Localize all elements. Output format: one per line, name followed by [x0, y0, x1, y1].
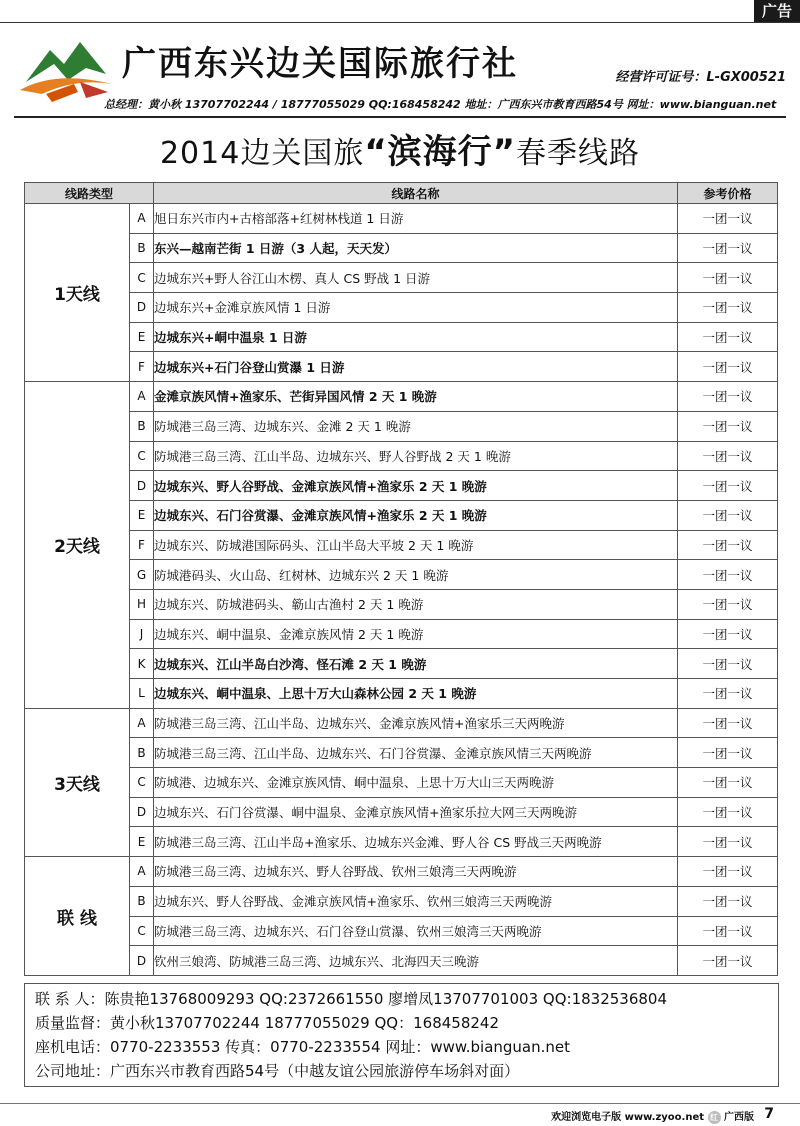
route-name: 边城东兴、峒中温泉、金滩京族风情 2 天 1 晚游 — [154, 619, 678, 649]
route-name: 防城港三岛三湾、边城东兴、金滩 2 天 1 晚游 — [154, 411, 678, 441]
route-name: 防城港、边城东兴、金滩京族风情、峒中温泉、上思十万大山三天两晚游 — [154, 768, 678, 798]
title-highlight: “滨海行” — [364, 132, 517, 172]
route-price: 一团一议 — [678, 738, 778, 768]
route-name: 边城东兴+野人谷江山木楞、真人 CS 野战 1 日游 — [154, 263, 678, 293]
header-route-type: 线路类型 — [25, 183, 154, 204]
routes-table — [24, 182, 778, 976]
page-title — [0, 124, 800, 173]
route-name: 边城东兴+峒中温泉 1 日游 — [154, 322, 678, 352]
route-letter: C — [130, 768, 154, 798]
route-row — [25, 263, 778, 293]
license-number: 经营许可证号：L-GX00521 — [615, 70, 786, 85]
route-name: 边城东兴、江山半岛白沙湾、怪石滩 2 天 1 晚游 — [154, 649, 678, 679]
route-price: 一团一议 — [678, 471, 778, 501]
route-letter: A — [130, 857, 154, 887]
route-price: 一团一议 — [678, 649, 778, 679]
route-row — [25, 204, 778, 234]
manager-contact-line: 总经理：黄小秋 13707702244 / 18777055029 QQ:168458242 地址：广西东兴市教育西路54号 网址：www.bianguan.net — [104, 98, 777, 111]
route-price: 一团一议 — [678, 204, 778, 234]
route-letter: A — [130, 204, 154, 234]
footer-text: 欢迎浏览电子版 www.zyoo.net — [551, 1112, 705, 1123]
top-divider — [0, 22, 800, 23]
route-name: 防城港三岛三湾、边城东兴、野人谷野战、钦州三娘湾三天两晚游 — [154, 857, 678, 887]
route-name: 防城港码头、火山岛、红树林、边城东兴 2 天 1 晚游 — [154, 560, 678, 590]
footer-divider — [0, 1103, 800, 1104]
route-name: 防城港三岛三湾、江山半岛+渔家乐、边城东兴金滩、野人谷 CS 野战三天两晚游 — [154, 827, 678, 857]
footer — [551, 1108, 754, 1124]
route-row — [25, 649, 778, 679]
route-row — [25, 946, 778, 976]
route-row — [25, 797, 778, 827]
route-letter: B — [130, 738, 154, 768]
route-name: 边城东兴、石门谷赏瀑、峒中温泉、金滩京族风情+渔家乐拉大网三天两晚游 — [154, 797, 678, 827]
route-name: 东兴—越南芒街 1 日游（3 人起，天天发） — [154, 233, 678, 263]
route-row — [25, 768, 778, 798]
footer-brand: 广西版 — [724, 1112, 754, 1123]
route-name: 边城东兴+金滩京族风情 1 日游 — [154, 293, 678, 323]
route-price: 一团一议 — [678, 797, 778, 827]
route-price: 一团一议 — [678, 619, 778, 649]
route-row — [25, 619, 778, 649]
route-name: 防城港三岛三湾、江山半岛、边城东兴、金滩京族风情+渔家乐三天两晚游 — [154, 708, 678, 738]
route-price: 一团一议 — [678, 708, 778, 738]
route-letter: D — [130, 293, 154, 323]
route-row — [25, 293, 778, 323]
header-divider — [14, 116, 786, 118]
route-category: 2天线 — [25, 382, 130, 709]
route-letter: B — [130, 886, 154, 916]
route-letter: A — [130, 382, 154, 412]
header-price: 参考价格 — [678, 183, 778, 204]
route-letter: B — [130, 411, 154, 441]
contact-people: 联 系 人：陈贵艳13768009293 QQ:2372661550 廖增凤13707701003 QQ:1832536804 — [35, 990, 668, 1008]
route-name: 边城东兴、野人谷野战、金滩京族风情+渔家乐 2 天 1 晚游 — [154, 471, 678, 501]
route-price: 一团一议 — [678, 263, 778, 293]
route-name: 旭日东兴市内+古榕部落+红树林栈道 1 日游 — [154, 204, 678, 234]
route-row — [25, 233, 778, 263]
route-price: 一团一议 — [678, 322, 778, 352]
quality-supervision: 质量监督：黄小秋13707702244 18777055029 QQ：168458242 — [35, 1014, 499, 1032]
route-category: 3天线 — [25, 708, 130, 856]
route-letter: C — [130, 263, 154, 293]
route-name: 边城东兴、峒中温泉、上思十万大山森林公园 2 天 1 晚游 — [154, 679, 678, 709]
route-category: 1天线 — [25, 204, 130, 382]
route-letter: D — [130, 946, 154, 976]
route-name: 边城东兴+石门谷登山赏瀑 1 日游 — [154, 352, 678, 382]
route-name: 边城东兴、防城港码头、簕山古渔村 2 天 1 晚游 — [154, 589, 678, 619]
route-row — [25, 411, 778, 441]
route-price: 一团一议 — [678, 886, 778, 916]
route-row — [25, 738, 778, 768]
route-row — [25, 530, 778, 560]
route-row — [25, 500, 778, 530]
route-letter: K — [130, 649, 154, 679]
route-name: 边城东兴、防城港国际码头、江山半岛大平坡 2 天 1 晚游 — [154, 530, 678, 560]
route-letter: A — [130, 708, 154, 738]
route-row — [25, 857, 778, 887]
route-row — [25, 441, 778, 471]
route-name: 防城港三岛三湾、江山半岛、边城东兴、野人谷野战 2 天 1 晚游 — [154, 441, 678, 471]
phone-fax-website: 座机电话：0770-2233553 传真：0770-2233554 网址：www.bianguan.net — [35, 1038, 571, 1056]
route-row — [25, 679, 778, 709]
company-address: 公司地址：广西东兴市教育西路54号（中越友谊公园旅游停车场斜对面） — [35, 1062, 520, 1080]
route-letter: F — [130, 352, 154, 382]
route-row — [25, 916, 778, 946]
route-price: 一团一议 — [678, 857, 778, 887]
company-name: 广西东兴边关国际旅行社 — [122, 44, 518, 84]
ad-tag: 广告 — [754, 0, 800, 22]
route-letter: D — [130, 471, 154, 501]
route-price: 一团一议 — [678, 382, 778, 412]
title-suffix: 春季线路 — [516, 136, 641, 171]
mountain-logo-icon — [16, 34, 116, 106]
route-price: 一团一议 — [678, 352, 778, 382]
route-price: 一团一议 — [678, 500, 778, 530]
route-letter: B — [130, 233, 154, 263]
route-name: 金滩京族风情+渔家乐、芒街异国风情 2 天 1 晚游 — [154, 382, 678, 412]
route-letter: D — [130, 797, 154, 827]
route-row — [25, 382, 778, 412]
route-price: 一团一议 — [678, 946, 778, 976]
route-price: 一团一议 — [678, 233, 778, 263]
contact-box — [24, 983, 779, 1087]
route-letter: C — [130, 916, 154, 946]
route-price: 一团一议 — [678, 679, 778, 709]
route-letter: J — [130, 619, 154, 649]
route-letter: E — [130, 500, 154, 530]
route-price: 一团一议 — [678, 589, 778, 619]
route-row — [25, 827, 778, 857]
route-name: 边城东兴、石门谷赏瀑、金滩京族风情+渔家乐 2 天 1 晚游 — [154, 500, 678, 530]
route-row — [25, 322, 778, 352]
route-price: 一团一议 — [678, 827, 778, 857]
route-row — [25, 471, 778, 501]
route-name: 防城港三岛三湾、边城东兴、石门谷登山赏瀑、钦州三娘湾三天两晚游 — [154, 916, 678, 946]
route-row — [25, 589, 778, 619]
route-letter: H — [130, 589, 154, 619]
brand-circle-icon: 红 — [708, 1111, 721, 1124]
route-letter: E — [130, 827, 154, 857]
route-price: 一团一议 — [678, 768, 778, 798]
route-row — [25, 560, 778, 590]
header — [10, 30, 790, 116]
route-category: 联 线 — [25, 857, 130, 976]
page-number: 7 — [764, 1106, 774, 1122]
header-route-name: 线路名称 — [154, 183, 678, 204]
route-price: 一团一议 — [678, 530, 778, 560]
route-row — [25, 708, 778, 738]
route-price: 一团一议 — [678, 441, 778, 471]
title-prefix: 2014边关国旅 — [159, 136, 365, 171]
route-price: 一团一议 — [678, 916, 778, 946]
route-price: 一团一议 — [678, 411, 778, 441]
route-letter: L — [130, 679, 154, 709]
route-letter: E — [130, 322, 154, 352]
route-row — [25, 352, 778, 382]
route-name: 边城东兴、野人谷野战、金滩京族风情+渔家乐、钦州三娘湾三天两晚游 — [154, 886, 678, 916]
route-price: 一团一议 — [678, 560, 778, 590]
route-price: 一团一议 — [678, 293, 778, 323]
route-name: 钦州三娘湾、防城港三岛三湾、边城东兴、北海四天三晚游 — [154, 946, 678, 976]
route-letter: G — [130, 560, 154, 590]
route-row — [25, 886, 778, 916]
route-letter: C — [130, 441, 154, 471]
route-letter: F — [130, 530, 154, 560]
route-name: 防城港三岛三湾、江山半岛、边城东兴、石门谷赏瀑、金滩京族风情三天两晚游 — [154, 738, 678, 768]
